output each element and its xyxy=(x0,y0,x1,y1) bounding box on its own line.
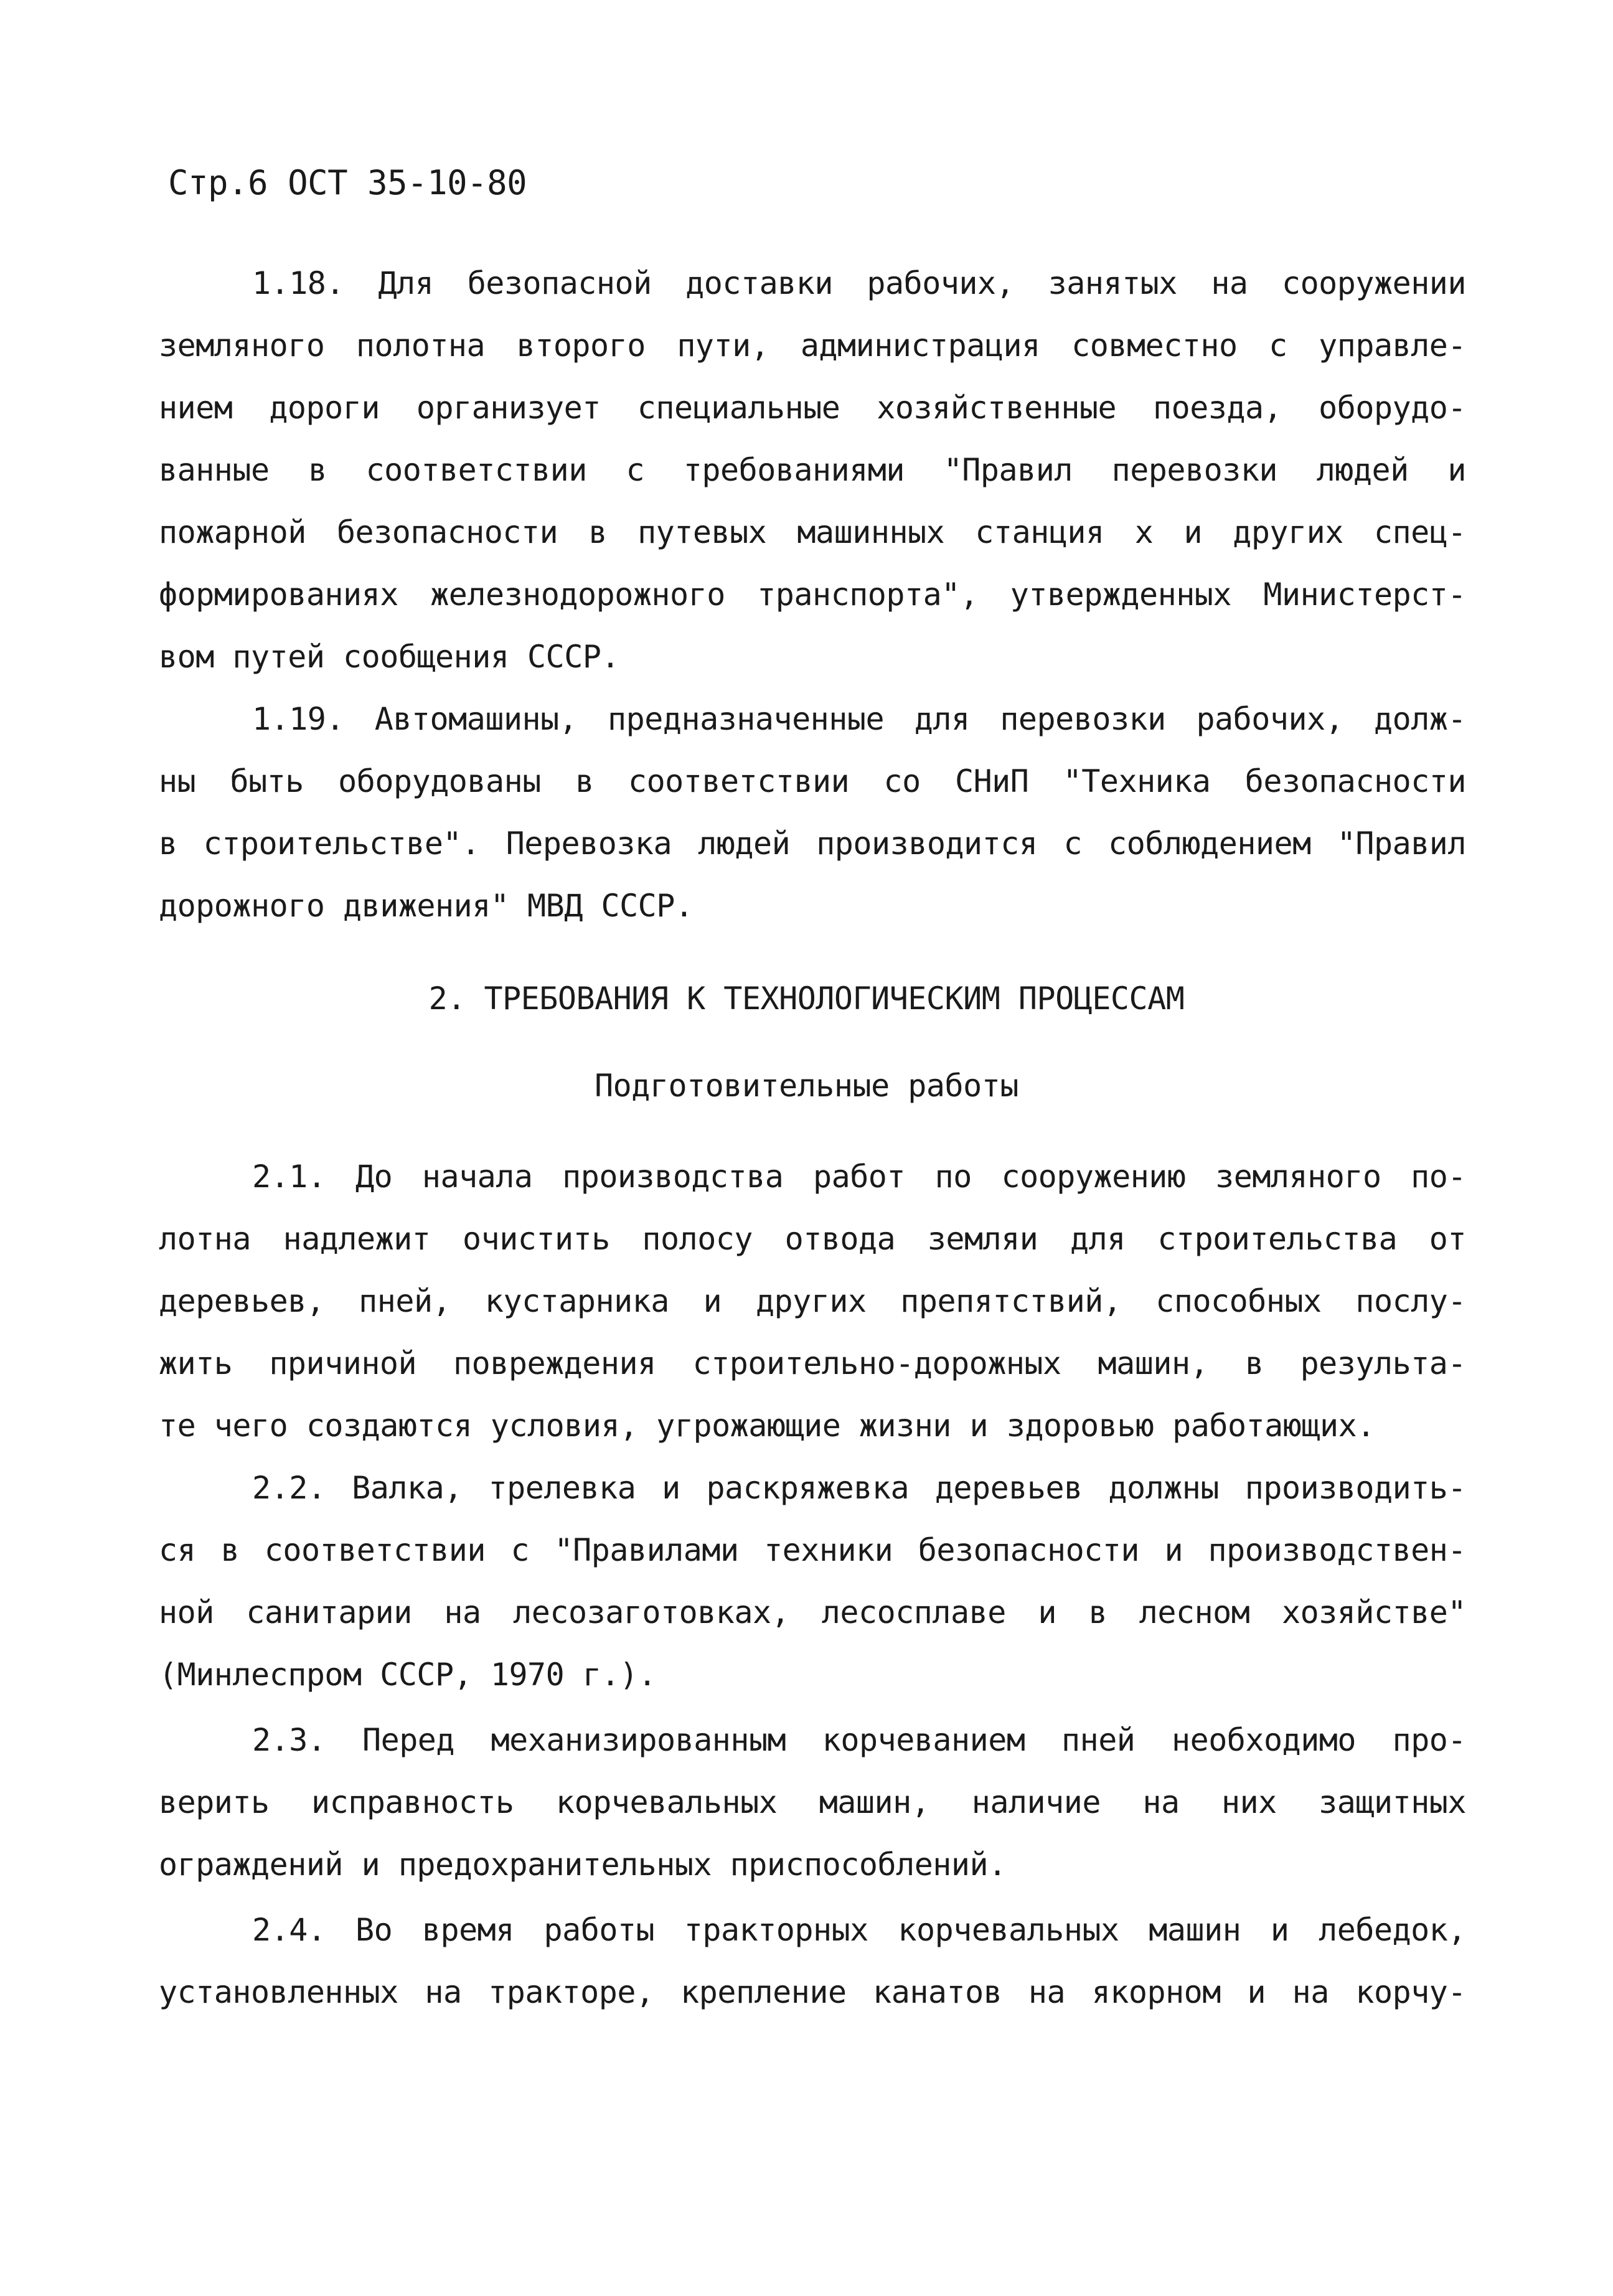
text-line: дорожного движения" МВД СССР. xyxy=(159,888,694,924)
page-header: Стр.6 ОСТ 35-10-80 xyxy=(168,163,527,202)
paragraph-2-2 xyxy=(159,1457,1466,1706)
paragraph-2-3 xyxy=(159,1709,1466,1896)
text-line: в строительстве". Перевозка людей производится с соблюдением "Правил xyxy=(159,826,1466,862)
text-line: (Минлеспром СССР, 1970 г.). xyxy=(159,1657,657,1693)
text-line: жить причиной повреждения строительно-дорожных машин, в результа- xyxy=(159,1345,1466,1381)
text-line: нием дороги организует специальные хозяйственные поезда, оборудо- xyxy=(159,390,1466,426)
text-line: ограждений и предохранительных приспособлений. xyxy=(159,1847,1007,1883)
text-line: 2.2. Валка, трелевка и раскряжевка деревьев должны производить- xyxy=(252,1470,1466,1506)
text-line: ся в соответствии с "Правилами техники безопасности и производствен- xyxy=(159,1532,1466,1568)
paragraph-1-18 xyxy=(159,252,1466,688)
text-line: формированиях железнодорожного транспорта", утвержденных Министерст- xyxy=(159,576,1466,613)
text-line: верить исправность корчевальных машин, наличие на них защитных xyxy=(159,1784,1466,1820)
section-title: 2. ТРЕБОВАНИЯ К ТЕХНОЛОГИЧЕСКИМ ПРОЦЕССАМ xyxy=(428,981,1185,1017)
text-line: земляного полотна второго пути, администрация совместно с управле- xyxy=(159,327,1466,364)
text-line: установленных на тракторе, крепление канатов на якорном и на корчу- xyxy=(159,1974,1466,2010)
text-line: ны быть оборудованы в соответствии со СНиП "Техника безопасности xyxy=(159,763,1466,799)
text-line: 2.3. Перед механизированным корчеванием пней необходимо про- xyxy=(252,1722,1466,1758)
text-line: 1.19. Автомашины, предназначенные для перевозки рабочих, долж- xyxy=(252,701,1466,737)
paragraph-1-19 xyxy=(159,688,1466,937)
text-line: лотна надлежит очистить полосу отвода земляи для строительства от xyxy=(159,1221,1466,1257)
text-line: ной санитарии на лесозаготовках, лесосплаве и в лесном хозяйстве" xyxy=(159,1594,1466,1630)
text-line: пожарной безопасности в путевых машинных станция х и других спец- xyxy=(159,514,1466,550)
paragraph-2-4 xyxy=(159,1899,1466,2023)
text-line: ванные в соответствии с требованиями "Правил перевозки людей и xyxy=(159,452,1466,488)
text-line: деревьев, пней, кустарника и других препятствий, способных послу- xyxy=(159,1283,1466,1319)
text-line: те чего создаются условия, угрожающие жизни и здоровью работающих. xyxy=(159,1408,1375,1444)
text-line: 1.18. Для безопасной доставки рабочих, занятых на сооружении xyxy=(252,265,1466,301)
text-line: 2.1. До начала производства работ по сооружению земляного по- xyxy=(252,1159,1466,1195)
text-line: вом путей сообщения СССР. xyxy=(159,639,620,675)
section-subtitle: Подготовительные работы xyxy=(595,1068,1018,1104)
text-line: 2.4. Во время работы тракторных корчевальных машин и лебедок, xyxy=(252,1912,1466,1948)
paragraph-2-1 xyxy=(159,1146,1466,1457)
